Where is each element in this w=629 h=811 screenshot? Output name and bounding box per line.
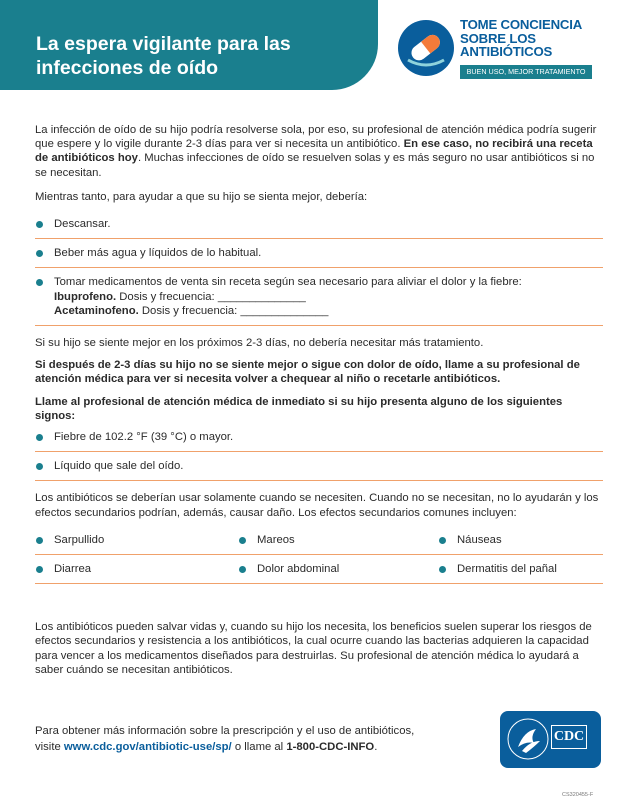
intro-text-a: La infección de oído de su hijo podría resolverse sola, por eso, su profesional de atención médica podría sugerir que espere y lo vigile durante 2-3 días para ver si necesita un antibiótico.	[35, 124, 597, 151]
side-effect-text: Náuseas	[457, 533, 502, 546]
bullet-icon	[36, 250, 43, 257]
footer-period: .	[374, 740, 378, 753]
acetaminophen-dose: Dosis y frecuencia: ______________	[138, 304, 329, 317]
page-title: La espera vigilante para las infecciones de oído	[36, 33, 291, 79]
pill-icon	[398, 20, 454, 76]
side-effect-text: Diarrea	[54, 563, 92, 576]
intro-bold: En ese caso, no recibirá una receta de antibióticos hoy	[35, 138, 593, 165]
bullet-icon	[439, 537, 446, 544]
side-effect-diarrhea	[35, 555, 238, 584]
acetaminophen-line	[54, 304, 603, 318]
list-item-rest	[35, 208, 603, 239]
side-effect-dizziness	[238, 526, 438, 555]
cdc-logo-text: CDC	[551, 725, 587, 749]
logo-line-3: ANTIBIÓTICOS	[460, 44, 553, 59]
phone-number: 1-800-CDC-INFO	[286, 740, 375, 753]
call-now-bold: Llame al profesional de atención médica de inmediato si su hijo presenta alguno de los siguientes signos:	[35, 395, 563, 422]
ibuprofen-dose: Dosis y frecuencia: ______________	[116, 290, 306, 303]
cdc-link[interactable]: www.cdc.gov/antibiotic-use/sp/	[63, 740, 232, 753]
bullet-icon	[36, 566, 43, 573]
list-item-text: Descansar.	[54, 218, 111, 231]
list-item-fever	[35, 423, 603, 452]
main-content	[35, 123, 603, 677]
side-effect-text: Mareos	[257, 533, 295, 546]
closing-paragraph: Los antibióticos pueden salvar vidas y, cuando su hijo los necesita, los beneficios suelen superar los riesgos de efectos secundarios y resistencia a los antibióticos, la cual ocurre cuando las bacterias adquieren la capacidad para vencer a los medicamentos diseñados para destruirlas. Su profesional de atención médica lo ayudará a saber cuándo se necesitan antibióticos.	[35, 621, 592, 676]
side-effect-stomach-pain	[238, 555, 438, 584]
list-item-fluids	[35, 239, 603, 268]
cdc-logo	[500, 711, 601, 768]
better-text: Si su hijo se siente mejor en los próximos 2-3 días, no debería necesitar más tratamiento.	[35, 337, 484, 350]
bullet-icon	[36, 279, 43, 286]
bullet-icon	[239, 537, 246, 544]
list-item-medications	[35, 268, 603, 326]
meanwhile-text: Mientras tanto, para ayudar a que su hijo se sienta mejor, debería:	[35, 190, 368, 203]
logo-wordmark	[460, 18, 582, 59]
call-now-text	[35, 395, 603, 423]
side-effects-intro: Los antibióticos se deberían usar solamente cuando se necesiten. Cuando no se necesitan, no lo ayudarán y los efectos secundarios podrían, además, causar daño. Los efectos secundarios comunes incluyen:	[35, 492, 599, 519]
list-item-text: Fiebre de 102.2 °F (39 °C) o mayor.	[54, 431, 234, 444]
side-effect-diaper-rash	[438, 555, 603, 584]
side-effect-nausea	[438, 526, 603, 555]
footer-line-2	[35, 740, 475, 756]
hhs-eagle-icon	[504, 711, 552, 768]
document-code: CS320455-F	[562, 792, 594, 798]
not-better-text	[35, 358, 603, 386]
not-better-bold: Si después de 2-3 días su hijo no se siente mejor o sigue con dolor de oído, llame a su profesional de atención médica para ver si necesita volver a chequear al niño o recetarle antibióticos.	[35, 359, 580, 386]
bullet-icon	[36, 221, 43, 228]
side-effects-list	[35, 526, 603, 584]
bullet-icon	[36, 537, 43, 544]
antibiotic-awareness-logo	[398, 17, 598, 82]
side-effect-text: Sarpullido	[54, 533, 105, 546]
footer-info	[35, 724, 475, 755]
list-item-text: Tomar medicamentos de venta sin receta según sea necesario para aliviar el dolor y la fiebre:	[54, 276, 522, 289]
ibuprofen-line	[54, 290, 603, 304]
bullet-icon	[36, 463, 43, 470]
bullet-icon	[36, 434, 43, 441]
footer-or-call: o llame al	[231, 740, 287, 753]
logo-tagline: BUEN USO, MEJOR TRATAMIENTO	[460, 65, 592, 79]
logo-line-1: TOME CONCIENCIA	[460, 17, 583, 32]
footer-line-1: Para obtener más información sobre la prescripción y el uso de antibióticos,	[35, 725, 415, 737]
side-effect-text: Dermatitis del pañal	[457, 563, 557, 576]
bullet-icon	[239, 566, 246, 573]
side-effect-text: Dolor abdominal	[257, 563, 340, 576]
list-item-ear-fluid	[35, 452, 603, 481]
logo-line-2: SOBRE LOS	[460, 30, 536, 46]
acetaminophen-label: Acetaminofeno.	[54, 304, 139, 317]
intro-text-b: . Muchas infecciones de oído se resuelven solas y es más seguro no usar antibióticos si no se necesitan.	[35, 152, 595, 179]
side-effect-rash	[35, 526, 238, 555]
list-item-text: Líquido que sale del oído.	[54, 460, 184, 473]
list-item-text: Beber más agua y líquidos de lo habitual.	[54, 247, 262, 260]
bullet-icon	[439, 566, 446, 573]
footer-visit: visite	[35, 740, 64, 753]
intro-paragraph	[35, 123, 603, 180]
ibuprofen-label: Ibuprofeno.	[54, 290, 117, 303]
